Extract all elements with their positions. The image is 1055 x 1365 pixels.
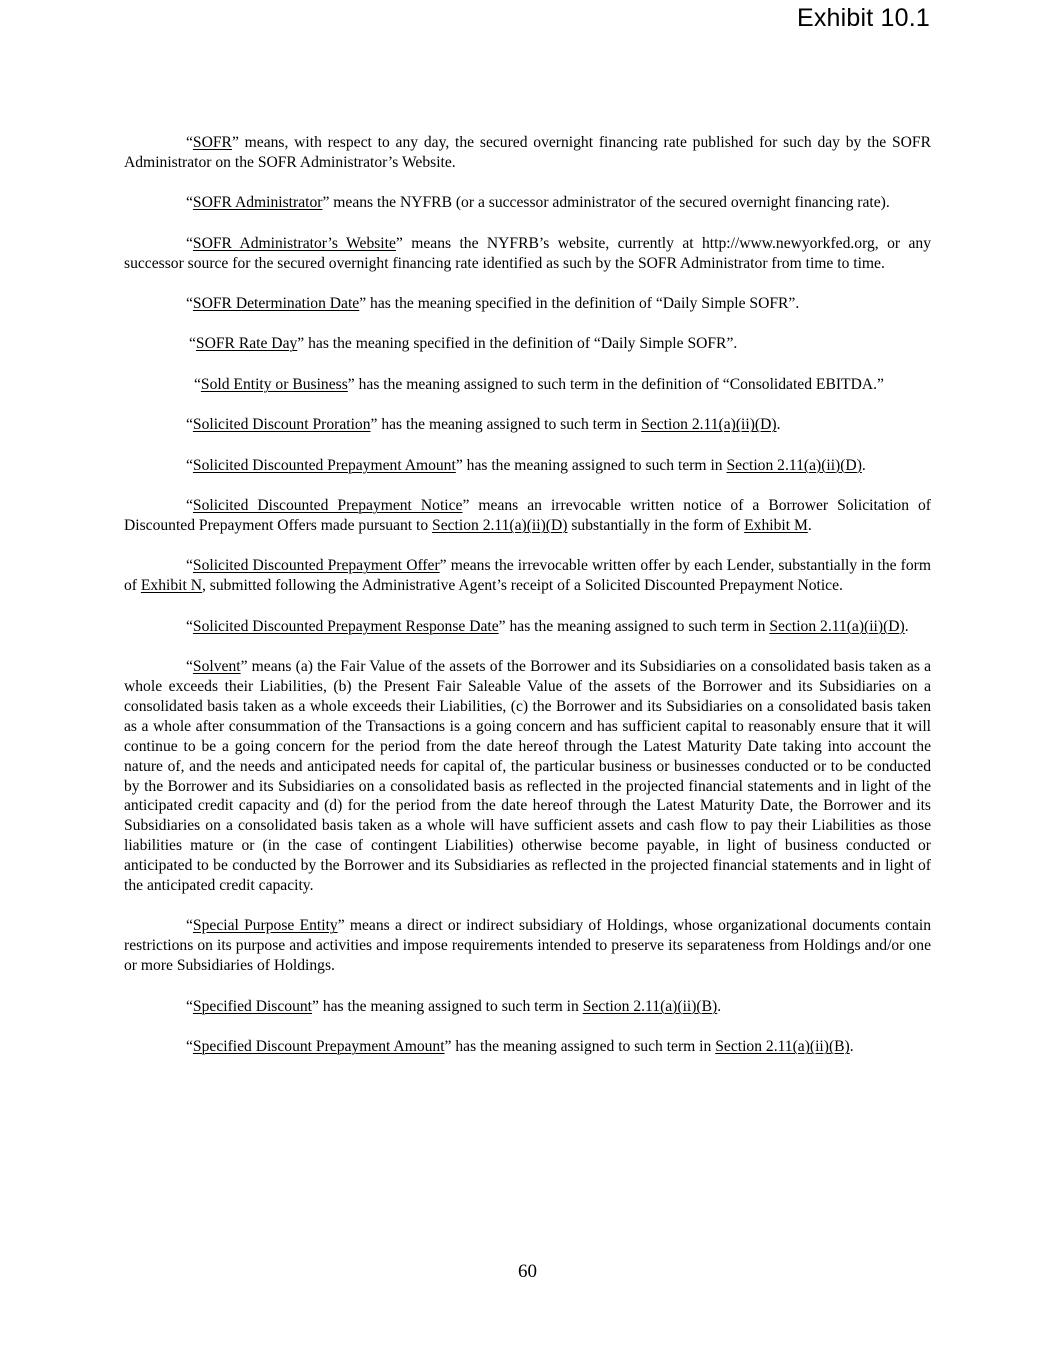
definition-sofr-administrator: “SOFR Administrator” means the NYFRB (or a successor administrator of the secured overnight financing rate).	[186, 194, 890, 212]
definition-text: ” has the meaning assigned to such term in	[455, 456, 727, 474]
definition-sofr-determination-date: “SOFR Determination Date” has the meaning specified in the definition of “Daily Simple SOFR”.	[186, 295, 800, 313]
defined-term: SOFR	[192, 134, 232, 151]
section-reference: Section 2.11(a)(ii)(B)	[715, 1038, 850, 1056]
defined-term: Solicited Discounted Prepayment Notice	[192, 497, 463, 515]
section-reference: Section 2.11(a)(ii)(D)	[726, 456, 862, 474]
definition-tail: .	[776, 416, 781, 434]
definition-specified-discount-prepayment-amount: “Specified Discount Prepayment Amount” has the meaning assigned to such term in Section 2.11(a)(ii)(B).	[186, 1038, 854, 1056]
defined-term: Specified Discount	[192, 997, 313, 1015]
section-reference: Section 2.11(a)(ii)(D)	[641, 416, 777, 434]
definition-solicited-discounted-prepayment-response-date: “Solicited Discounted Prepayment Response Date” has the meaning assigned to such term in Section 2.11(a)(ii)(D).	[186, 617, 909, 635]
exhibit-reference: Exhibit N	[140, 577, 202, 595]
definition-text: ” has the meaning assigned to such term in	[370, 416, 642, 434]
definition-text: ” means, with respect to any day, the secured overnight financing rate published for such day by the SOFR Administrator on the SOFR Administrator’s Website.	[124, 134, 931, 171]
definition-text: ” means the NYFRB’s website, currently at http://www.newyorkfed.org, or any successor source for the secured overnight financing rate identified as such by the SOFR Administrator from time to time.	[124, 234, 931, 272]
definition-tail: .	[849, 1038, 854, 1056]
definition-text: ” has the meaning specified in the definition of “Daily Simple SOFR”.	[359, 295, 800, 313]
definition-sofr-administrator-website: “SOFR Administrator’s Website” means the NYFRB’s website, currently at http://www.newyorkfed.org, or any successor source for the secured overnight financing rate identified as such by the SOFR Administrator from time to time.	[124, 234, 931, 272]
definition-sold-entity-or-business: “Sold Entity or Business” has the meaning assigned to such term in the definition of “Consolidated EBITDA.”	[194, 375, 884, 393]
document-body	[124, 133, 931, 1078]
definition-text: ” means the irrevocable written offer by each Lender, substantially in the form of	[124, 557, 931, 595]
definition-sofr: “SOFR” means, with respect to any day, the secured overnight financing rate published for such day by the SOFR Administrator on the SOFR Administrator’s Website.	[124, 134, 931, 171]
definition-specified-discount: “Specified Discount” has the meaning assigned to such term in Section 2.11(a)(ii)(B).	[186, 997, 722, 1015]
defined-term: SOFR Determination Date	[192, 295, 360, 313]
defined-term: SOFR Administrator	[192, 194, 323, 212]
defined-term: Specified Discount Prepayment Amount	[192, 1038, 445, 1056]
section-reference: Section 2.11(a)(ii)(D)	[432, 516, 568, 534]
definition-text: ” has the meaning assigned to such term in the definition of “Consolidated EBITDA.”	[347, 375, 884, 393]
definition-text: ” has the meaning specified in the definition of “Daily Simple SOFR”.	[297, 335, 738, 353]
definition-solicited-discounted-prepayment-amount: “Solicited Discounted Prepayment Amount” has the meaning assigned to such term in Section 2.11(a)(ii)(D).	[186, 456, 866, 474]
definition-tail: .	[717, 997, 722, 1015]
section-reference: Section 2.11(a)(ii)(D)	[769, 617, 905, 635]
definition-tail: .	[807, 516, 812, 534]
exhibit-reference: Exhibit M	[744, 516, 808, 534]
defined-term: SOFR Rate Day	[195, 335, 298, 353]
definition-solicited-discounted-prepayment-notice: “Solicited Discounted Prepayment Notice” means an irrevocable written notice of a Borrower Solicitation of Discounted Prepayment Offers made pursuant to Section 2.11(a)(ii)(D) substantially in the form of Exhibit M.	[124, 497, 931, 534]
page-number: 60	[518, 1261, 537, 1282]
definition-solicited-discount-proration: “Solicited Discount Proration” has the meaning assigned to such term in Section 2.11(a)(ii)(D).	[186, 416, 781, 434]
definition-text: ” means a direct or indirect subsidiary of Holdings, whose organizational documents contain restrictions on its purpose and activities and impose requirements intended to preserve its separateness from Holdings and/or one or more Subsidiaries of Holdings.	[124, 917, 931, 975]
definition-middle: substantially in the form of	[567, 516, 745, 534]
defined-term: Sold Entity or Business	[200, 375, 348, 393]
defined-term: SOFR Administrator’s Website	[192, 234, 396, 252]
definition-text: ” has the meaning assigned to such term in	[498, 617, 770, 635]
definition-text: ” has the meaning assigned to such term in	[312, 997, 583, 1015]
defined-term: Solicited Discounted Prepayment Offer	[192, 557, 440, 575]
definition-solvent: “Solvent” means (a) the Fair Value of the assets of the Borrower and its Subsidiaries on a consolidated basis taken as a whole exceeds their Liabilities, (b) the Present Fair Saleable Value of the assets of the Borrower and its Subsidiaries on a consolidated basis taken as a whole exceeds their Liabilities, (c) the Borrower and its Subsidiaries on a consolidated basis taken as a whole after consummation of the Transactions is a going concern and has sufficient capital to reasonably ensure that it will continue to be a going concern for the period from the date hereof through the Latest Maturity Date taking into account the nature of, and the needs and anticipated needs for capital of, the particular business or businesses conducted or to be conducted by the Borrower and its Subsidiaries on a consolidated basis as reflected in the projected financial statements and in light of the anticipated credit capacity and (d) for the period from the date hereof through the Latest Maturity Date, the Borrower and its Subsidiaries on a consolidated basis taken as a whole will have sufficient assets and cash flow to pay their Liabilities as those liabilities mature or (in the case of contingent Liabilities) otherwise become payable, in light of business conducted or anticipated to be conducted by the Borrower and its Subsidiaries as reflected in the projected financial statements and in light of the anticipated credit capacity.	[124, 658, 931, 895]
definition-tail: , submitted following the Administrative Agent’s receipt of a Solicited Discounted Prepayment Notice.	[201, 577, 843, 595]
exhibit-label: Exhibit 10.1	[796, 4, 930, 32]
defined-term: Solvent	[192, 658, 241, 676]
defined-term: Solicited Discount Proration	[192, 416, 371, 434]
definition-text: ” has the meaning assigned to such term in	[444, 1038, 716, 1056]
definition-tail: .	[861, 456, 866, 474]
definition-sofr-rate-day: “SOFR Rate Day” has the meaning specified in the definition of “Daily Simple SOFR”.	[189, 335, 738, 353]
definition-special-purpose-entity: “Special Purpose Entity” means a direct or indirect subsidiary of Holdings, whose organizational documents contain restrictions on its purpose and activities and impose requirements intended to preserve its separateness from Holdings and/or one or more Subsidiaries of Holdings.	[124, 917, 931, 975]
definition-text: ” means an irrevocable written notice of a Borrower Solicitation of Discounted Prepayment Offers made pursuant to	[124, 497, 931, 534]
section-reference: Section 2.11(a)(ii)(B)	[582, 997, 718, 1015]
defined-term: Special Purpose Entity	[192, 917, 338, 935]
defined-term: Solicited Discounted Prepayment Amount	[192, 456, 456, 474]
definition-solicited-discounted-prepayment-offer: “Solicited Discounted Prepayment Offer” means the irrevocable written offer by each Lender, substantially in the form of Exhibit N, submitted following the Administrative Agent’s receipt of a Solicited Discounted Prepayment Notice.	[124, 557, 931, 595]
definition-text: ” means (a) the Fair Value of the assets of the Borrower and its Subsidiaries on a consolidated basis taken as a whole exceeds their Liabilities, (b) the Present Fair Saleable Value of the assets of the Borrower and its Subsidiaries on a consolidated basis taken as a whole exceeds their Liabilities, (c) the Borrower and its Subsidiaries on a consolidated basis taken as a whole after consummation of the Transactions is a going concern and has sufficient capital to reasonably ensure that it will continue to be a going concern for the period from the date hereof through the Latest Maturity Date taking into account the nature of, and the needs and anticipated needs for capital of, the particular business or businesses conducted or to be conducted by the Borrower and its Subsidiaries on a consolidated basis as reflected in the projected financial statements and in light of the anticipated credit capacity and (d) for the period from the date hereof through the Latest Maturity Date, the Borrower and its Subsidiaries on a consolidated basis taken as a whole will have sufficient assets and cash flow to pay their Liabilities as those liabilities mature or (in the case of contingent Liabilities) otherwise become payable, in light of business conducted or anticipated to be conducted by the Borrower and its Subsidiaries as reflected in the projected financial statements and in light of the anticipated credit capacity.	[124, 658, 931, 895]
definition-tail: .	[904, 617, 909, 635]
definition-text: ” means the NYFRB (or a successor administrator of the secured overnight financing rate).	[322, 194, 890, 212]
defined-term: Solicited Discounted Prepayment Response Date	[192, 617, 499, 635]
